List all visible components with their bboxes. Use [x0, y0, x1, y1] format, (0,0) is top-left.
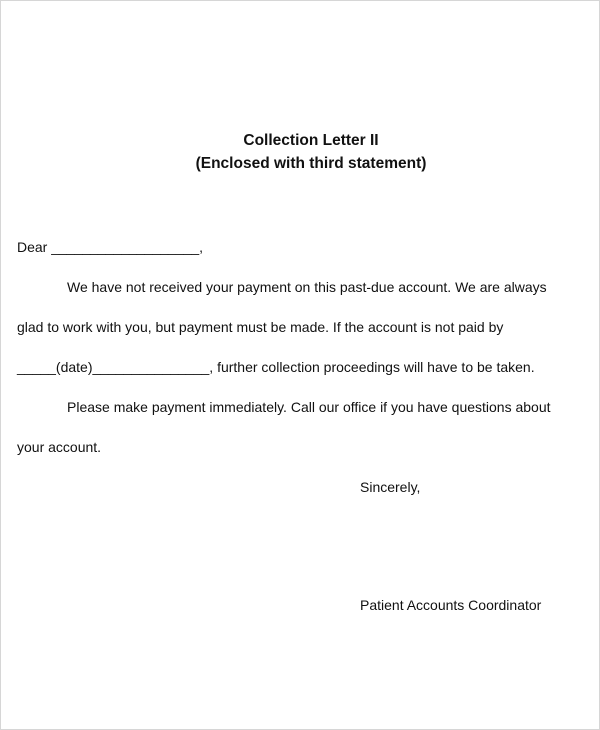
paragraph2-line2: your account.	[17, 439, 102, 455]
paragraph1-line2: glad to work with you, but payment must be made. If the account is not paid by	[17, 319, 504, 335]
letter-subtitle: (Enclosed with third statement)	[195, 155, 427, 172]
paragraph1-line1: We have not received your payment on this past-due account. We are always	[67, 279, 547, 295]
signature: Patient Accounts Coordinator	[360, 597, 542, 613]
letter-heading	[1, 129, 600, 175]
paragraph1-line3: _____(date)_______________, further collection proceedings will have to be taken.	[17, 359, 535, 375]
letter-title: Collection Letter II	[243, 132, 379, 149]
paragraph2-line1: Please make payment immediately. Call our office if you have questions about	[67, 399, 551, 415]
salutation: Dear ___________________,	[17, 239, 204, 255]
closing: Sincerely,	[360, 479, 421, 495]
